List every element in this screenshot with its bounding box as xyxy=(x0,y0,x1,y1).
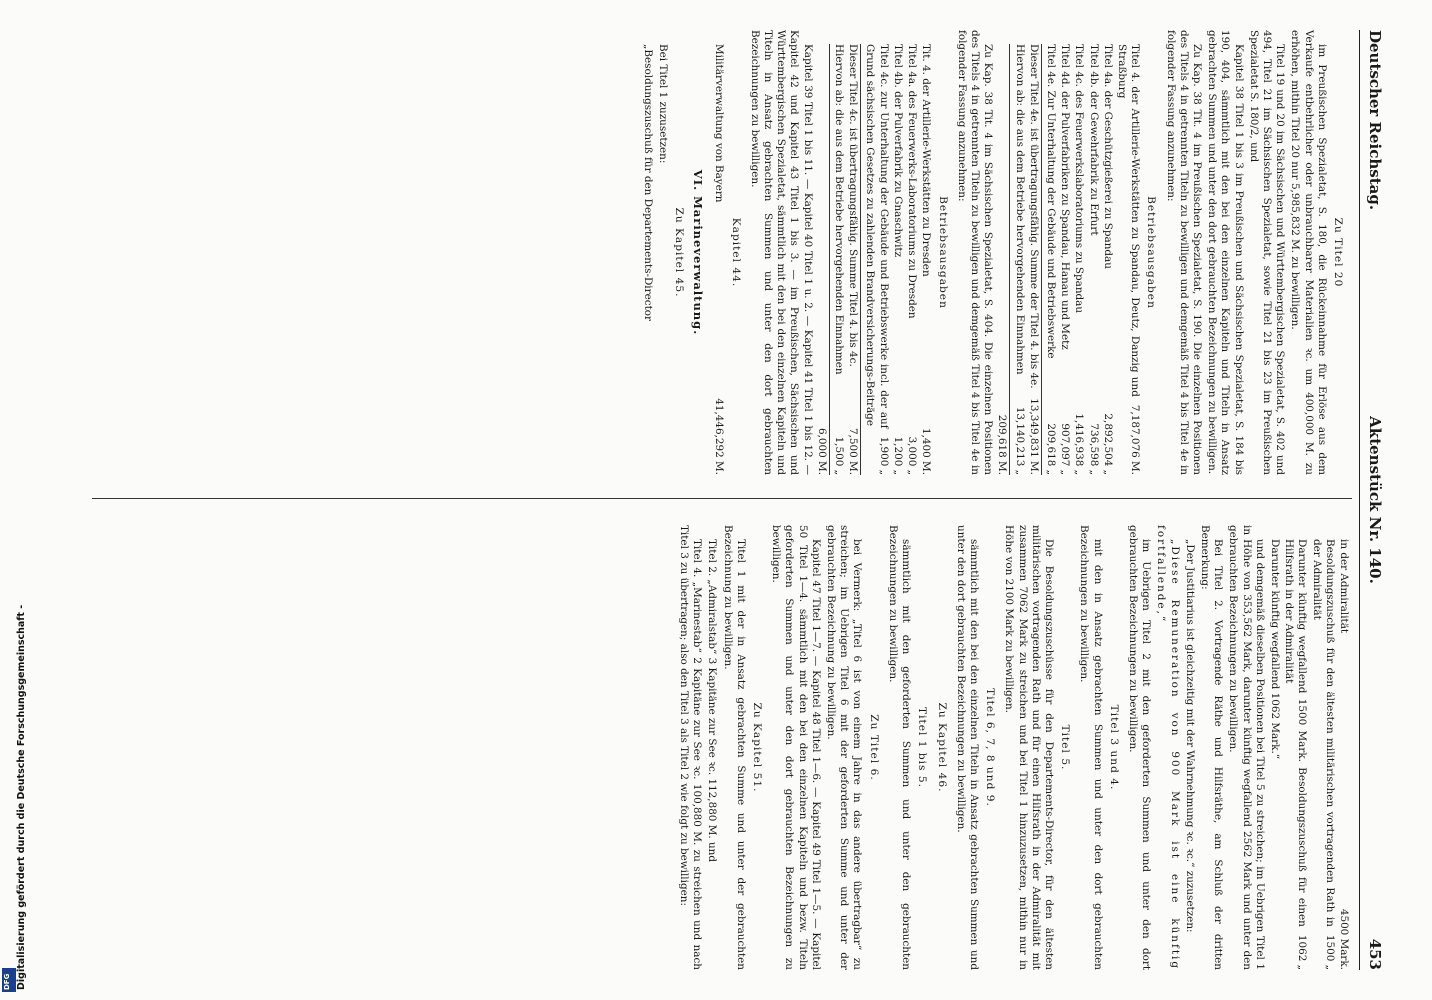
row-value: 4500 Mark. xyxy=(1338,908,1350,970)
heading-marineverwaltung: VI. Marineverwaltung. xyxy=(691,169,706,336)
dfg-logo-text: DFG xyxy=(3,973,11,990)
budget-row xyxy=(1282,539,1308,970)
row-value: 1,900 „ xyxy=(877,436,890,475)
row-label: Besoldungszuschuß für den ältesten militärischen vortragenden Rath in der Admiralität xyxy=(1310,539,1336,927)
paragraph: Bei Titel 1 zuzusetzen: xyxy=(656,44,669,164)
row-value: 7,500 M. xyxy=(847,428,860,475)
page-number: 453 xyxy=(1366,938,1384,970)
row-value: 2,892,504 „ xyxy=(1101,413,1114,475)
paragraph: Kapitel 39 Titel 1 bis 11. — Kapitel 40 Titel 1 u. 2. — Kapitel 41 Titel 1 bis 12. — Kapitel 42 und Kapitel 43 Titel 1 bis 3. — im Preußischen, Sächsischen und Württembergischen Spezialetat, sämmtlich mit den bei den einzelnen Kapiteln und Titeln in Ansatz gebrachten Summen und unter den dort gebrauchten Bezeichnungen zu bewilligen. xyxy=(748,30,814,475)
paragraph: Bei Titel 2. Vortragende Räthe und Hilfsräthe, am Schluß der dritten Bemerkung: xyxy=(1198,525,1225,970)
paragraph: „Besoldungszuschuß für den Departements-Director xyxy=(641,44,654,321)
heading-kapitel-45: Zu Kapitel 45. xyxy=(673,207,686,298)
row-value: 6,000 M. xyxy=(815,428,828,475)
row-label: Dieser Titel 4e. ist übertragungsfähig. Summe der Titel 4. bis 4e. xyxy=(1027,44,1040,389)
paragraph: mit den in Ansatz gebrachten Summen und unter den dort gebrauchten Bezeichnungen zu bewilligen. xyxy=(1078,525,1104,970)
row-label: Militärverwaltung von Bayern xyxy=(713,44,726,203)
paragraph: Titel 4. „Marinestab“ 2 Kapitäne zur See ꝛc. 100,880 M. zu streichen und nach Titel 3 zu übertragen; also den Titel 3 als Titel 2 wie folgt zu bewilligen: xyxy=(678,525,704,970)
paragraph: sämmtlich mit den geforderten Summen und unter den gebrauchten Bezeichnungen zu bewilligen. xyxy=(886,525,913,970)
budget-row xyxy=(1086,44,1099,475)
budget-row xyxy=(712,44,725,475)
heading-betriebsausgaben: Betriebsausgaben xyxy=(936,196,949,309)
paragraph: im Preußischen Spezialetat, S. 180, die Rückeinnahme für Erlöse aus dem Verkaufe entbehrlicher oder unbrauchbarer Materialien ꝛc. um 400,000 M. zu erhöhen, mithin Titel 20 nur 5,985,832 M. zu bewilligen. xyxy=(1289,30,1328,475)
budget-row xyxy=(1044,44,1057,475)
column-divider xyxy=(92,498,1352,499)
row-label: Titel 4a. des Feuerwerks-Laboratoriums zu Dresden xyxy=(906,44,919,319)
deduction-row xyxy=(1012,44,1025,475)
heading-kapitel-46: Zu Kapitel 46. xyxy=(935,702,948,793)
budget-row xyxy=(891,44,904,475)
budget-row xyxy=(919,44,932,475)
row-label: Titel 4c. zur Unterhaltung der Gebäude und Betriebswerke incl. der auf Grund sächsischen Gesetzes zu zahlenden Brandversicherungs-Beiträge xyxy=(864,44,890,429)
row-value: 7,187,076 M. xyxy=(1129,404,1142,475)
paragraph: Titel 2. „Admiralstab“ 3 Kapitäne zur See ꝛc. 112,880 M. und xyxy=(706,539,719,863)
paragraph: bei Vermerk: „Titel 6 ist von einem Jahre in das andere übertragbar“ zu streichen; im Uebrigen Titel 6 mit der geforderten Summe und unter der gebrauchten Bezeichnung zu bewilligen. xyxy=(825,525,864,970)
left-column xyxy=(638,30,1350,475)
heading-titel-6-9: Titel 6, 7, 8 und 9. xyxy=(984,688,997,807)
budget-row xyxy=(1309,539,1335,970)
sum-row xyxy=(1027,44,1042,475)
sum-row xyxy=(846,44,861,475)
row-label: Titel 4a. der Geschützgießerei zu Spandau xyxy=(1101,44,1114,269)
paragraph: Die Besoldungszuschüsse für den Departements-Director, für den ältesten militärischen vortragenden Rath und für einen Hilfsrath in der Admiralität mit zusammen 7062 Mark zu streichen und bei Titel 1 hinzuzusetzen, mithin nur in Höhe von 2100 Mark zu bewilligen. xyxy=(1003,525,1055,970)
row-value: 1,416,938 „ xyxy=(1073,413,1086,475)
heading-titel-5: Titel 5. xyxy=(1059,724,1072,771)
digitization-footer xyxy=(2,600,27,990)
row-value: 1062 „ xyxy=(1296,934,1309,970)
heading-titel-20: Zu Titel 20 xyxy=(1332,217,1344,288)
row-value: 907,097 „ xyxy=(1059,423,1072,475)
row-label: Tit. 4. der Artillerie-Werkstätten zu Dresden xyxy=(920,44,933,277)
budget-row xyxy=(1101,44,1114,475)
header-center: Aktenstück Nr. 140. xyxy=(1366,416,1384,584)
paragraph: Darunter künftig wegfallend 1062 Mark.“ xyxy=(1268,539,1281,760)
heading-kapitel-44: Kapitel 44. xyxy=(729,217,742,288)
row-value: 209,618 „ xyxy=(1044,423,1057,475)
deduction-row xyxy=(832,44,845,475)
paragraph: Titel 19 und 20 im Sächsischen und Württembergischen Spezialetat, S. 402 und 494, Titel 21 im Sächsischen Spezialetat, sowie Titel 21 bis 23 im Preußischen Spezialetat S. 180/2, und xyxy=(1247,30,1287,475)
paragraph: „Der Justitiarius ist gleichzeitig mit der Wahrnehmung ꝛc. ꝛc.“ zuzusetzen: xyxy=(1183,539,1196,933)
row-label: Darunter künftig wegfallend 1500 Mark. Besoldungszuschuß für einen Hilfsrath in der Admiralität xyxy=(1283,539,1309,927)
row-value: 209,618 M. xyxy=(996,414,1009,475)
paragraph: sämmtlich mit den bei den einzelnen Titeln in Ansatz gebrachten Summen und unter den dort gebrauchten Bezeichnungen zu bewilligen. xyxy=(954,525,980,970)
heading-betriebsausgaben: Betriebsausgaben xyxy=(1145,196,1158,309)
row-label: in der Admiralität xyxy=(1338,539,1350,634)
right-column xyxy=(675,525,1350,970)
dfg-logo xyxy=(2,968,16,992)
paragraph: Kapitel 38 Titel 1 bis 3 im Preußischen und Sächsischen Spezialetat, S. 184 bis 190, 404, sämmtlich mit den bei den einzelnen Kapiteln und Titeln in Ansatz gebrachten Summen und unter den dort gebrauchten Bezeichnungen zu bewilligen. xyxy=(1206,30,1245,475)
row-value: 1500 „ xyxy=(1323,934,1336,970)
row-value: 1,200 „ xyxy=(891,436,904,475)
row-label: Titel 4e. Zur Unterhaltung der Gebäude und Betriebswerke xyxy=(1044,44,1057,359)
row-value: 736,598 „ xyxy=(1087,423,1100,475)
row-value: 1,500 „ xyxy=(833,436,846,475)
heading-kapitel-51: Zu Kapitel 51. xyxy=(751,702,764,793)
result-row xyxy=(995,44,1010,475)
paragraph: „Diese Remuneration von 900 Mark ist eine künftig fortfallende,“ xyxy=(1155,525,1181,970)
result-row xyxy=(815,44,830,475)
row-value: 13,140,213 „ xyxy=(1013,406,1026,475)
row-value: 1,400 M. xyxy=(920,428,933,475)
heading-titel-3-4: Titel 3 und 4. xyxy=(1107,704,1120,791)
paragraph: Zu Kap. 38 Tit. 4 im Preußischen Spezialetat, S. 190. Die einzelnen Positionen des Titels 4 in getrennten Titeln zu bewilligen und demgemäß Titel 4 bis Titel 4e in folgender Fassung anzunehmen: xyxy=(1164,30,1203,475)
footer-text: Digitalisierung gefördert durch die Deutsche Forschungsgemeinschaft - xyxy=(16,604,27,990)
paragraph: Titel 1 mit der in Ansatz gebrachten Summe und unter der gebrauchten Bezeichnung zu bewilligen. xyxy=(721,525,747,970)
budget-row xyxy=(1072,44,1085,475)
heading-titel-6: Zu Titel 6. xyxy=(867,714,880,781)
budget-row xyxy=(1115,44,1141,475)
row-label: Titel 4b. der Pulverfabrik zu Gnaschwitz xyxy=(891,44,904,258)
row-value: 3,000 „ xyxy=(906,436,919,475)
row-label: Hiervon ab: die aus dem Betriebe hervorgehenden Einnahmen xyxy=(833,44,846,375)
row-label: Dieser Titel 4c. ist übertragungsfähig. Summe Titel 4. bis 4c. xyxy=(847,44,860,367)
paragraph: im Uebrigen Titel 2 mit den geforderten Summen und unter den dort gebrauchten Bezeichnungen zu bewilligen. xyxy=(1126,525,1153,970)
budget-row xyxy=(863,44,889,475)
row-label: Titel 4d. der Pulverfabriken zu Spandau, Hanau und Metz xyxy=(1059,44,1072,350)
header-rule xyxy=(1359,30,1360,970)
row-label: Titel 4b. der Gewehrfabrik zu Erfurt xyxy=(1087,44,1100,236)
budget-row xyxy=(905,44,918,475)
paragraph: und demgemäß dieselben Positionen bei Titel 5 zu streichen; im Uebrigen Titel 1 in Höhe von 353,562 Mark, darunter künftig wegfallend 2562 Mark und unter den gebrauchten Bezeichnungen zu bewilligen. xyxy=(1227,525,1266,970)
row-value: 13,349,831 M. xyxy=(1027,398,1040,475)
budget-row xyxy=(1337,539,1350,970)
row-label: Hiervon ab: die aus dem Betriebe hervorgehenden Einnahmen xyxy=(1013,44,1026,375)
row-label: Titel 4c. des Feuerwerkslaboratoriums zu Spandau xyxy=(1073,44,1086,314)
header-left: Deutscher Reichstag. xyxy=(1366,30,1384,211)
paragraph: Zu Kap. 38 Tit. 4 im Sächsischen Spezialetat, S. 404. Die einzelnen Positionen des Titels 4 in getrennten Titeln zu bewilligen und demgemäß Titel 4 bis Titel 4e in folgender Fassung anzunehmen: xyxy=(955,30,995,475)
budget-row xyxy=(1058,44,1071,475)
heading-titel-1-5: Titel 1 bis 5. xyxy=(916,707,929,788)
row-value: 41,446,292 M. xyxy=(713,398,726,475)
document-page xyxy=(32,0,1412,1000)
row-label: Titel 4. der Artillerie-Werkstätten zu Spandau, Deutz, Danzig und Straßburg xyxy=(1115,44,1142,397)
paragraph: Kapitel 47 Titel 1—7. — Kapitel 48 Titel 1—6. — Kapitel 49 Titel 1—5. — Kapitel 50 Titel 1—4. sämmtlich mit den bei den einzelnen Kapiteln und bezw. Titeln geforderten Summen und unter den dort gebrauchten Bezeichnungen zu bewilligen. xyxy=(770,525,822,970)
